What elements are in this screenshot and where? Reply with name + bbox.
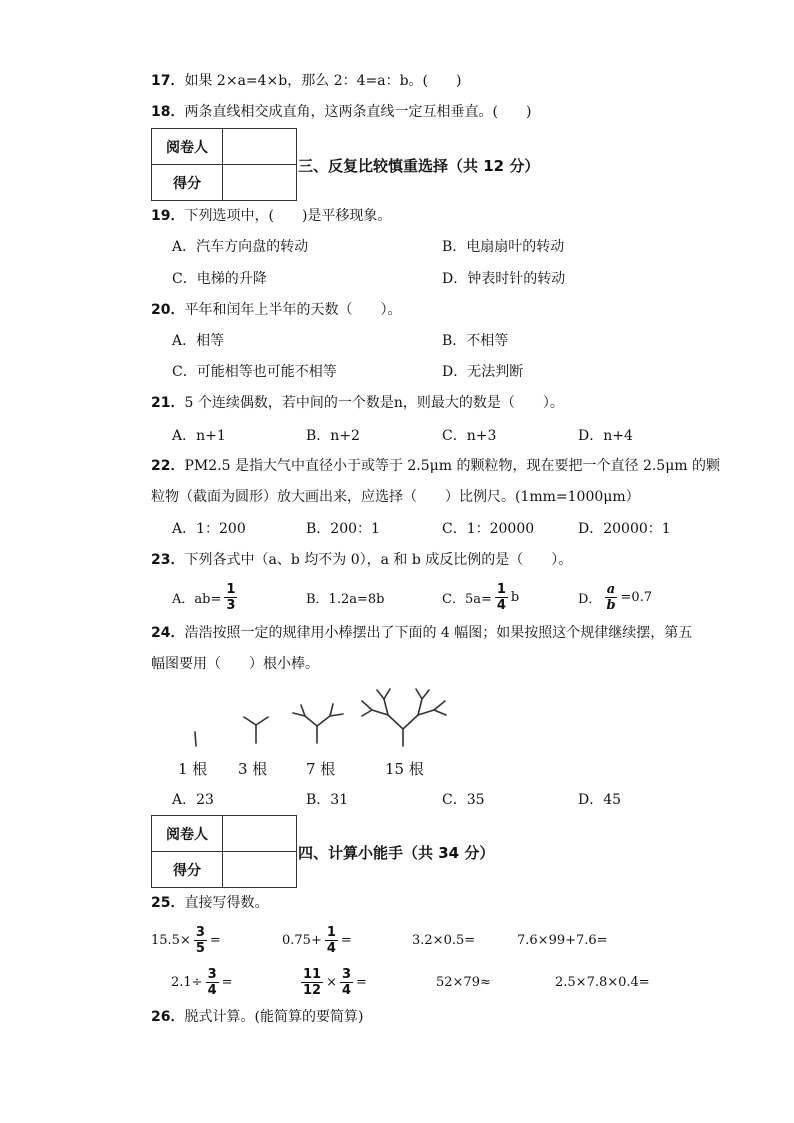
calc-suffix: =	[209, 932, 221, 948]
stick-figure-3	[244, 717, 268, 743]
question-number: 19．	[151, 208, 185, 224]
option-c-suffix: b	[510, 589, 520, 605]
calc-item	[171, 962, 233, 1002]
option-c-prefix: C．5a=	[442, 591, 492, 607]
figure-label: 1 根	[178, 760, 208, 778]
figure-label: 15 根	[385, 760, 424, 778]
fraction	[495, 582, 508, 613]
numerator: 3	[342, 966, 352, 982]
calc-item	[151, 920, 221, 960]
option-b: B．不相等	[442, 333, 509, 349]
option-b: B．31	[306, 792, 349, 808]
option-d: D．钟表时针的转动	[442, 271, 566, 287]
reviewer-cell[interactable]	[223, 129, 297, 165]
calc-prefix: 0.75+	[282, 932, 322, 948]
score-label: 得分	[152, 852, 223, 888]
score-cell[interactable]	[223, 852, 297, 888]
question-text: 下列各式中（a、b 均不为 0），a 和 b 成反比例的是（ ）。	[184, 552, 573, 568]
calc-item: 52×79≈	[436, 974, 491, 990]
question-number: 24．	[151, 625, 185, 641]
score-box	[151, 128, 297, 201]
option-c: C．n+3	[442, 428, 497, 444]
option-d: D．45	[578, 792, 622, 808]
question-22	[151, 456, 720, 476]
question-text: 下列选项中，( )是平移现象。	[184, 208, 392, 224]
option-b: B．n+2	[306, 428, 360, 444]
denominator: b	[606, 597, 616, 613]
fraction	[340, 967, 353, 998]
figure-label: 3 根	[238, 760, 268, 778]
fraction	[206, 967, 219, 998]
calc-prefix: 15.5×	[151, 932, 191, 948]
reviewer-cell[interactable]	[223, 816, 297, 852]
question-text: 平年和闰年上半年的天数（ ）。	[184, 302, 402, 318]
option-d: D．n+4	[578, 428, 633, 444]
question-19	[151, 206, 391, 226]
question-number: 22．	[151, 458, 185, 474]
denominator: 3	[226, 597, 236, 613]
question-text: 如果 2×a=4×b，那么 2：4=a：b。( )	[184, 73, 462, 89]
stick-figure-1	[195, 732, 196, 746]
question-number: 21．	[151, 395, 185, 411]
denominator: 12	[303, 982, 322, 998]
option-a: A．相等	[172, 333, 225, 349]
option-a-prefix: A．ab=	[172, 591, 222, 607]
section-title: 四、计算小能手（共 34 分）	[298, 844, 495, 862]
question-number: 25．	[151, 895, 185, 911]
calc-item	[282, 920, 352, 960]
option-a: A．汽车方向盘的转动	[172, 239, 309, 255]
numerator: 1	[496, 581, 506, 597]
numerator: 1	[326, 924, 336, 940]
question-number: 23．	[151, 552, 185, 568]
stick-figure-7	[293, 704, 343, 743]
question-text: 直接写得数。	[184, 895, 269, 911]
question-text: 5 个连续偶数，若中间的一个数是n，则最大的数是（ ）。	[184, 395, 564, 411]
question-24-line2: 幅图要用（ ）根小棒。	[151, 656, 319, 672]
fraction	[325, 925, 338, 956]
numerator: 3	[207, 966, 217, 982]
score-box	[151, 815, 297, 888]
question-text: 脱式计算。(能简算的要简算)	[184, 1009, 364, 1025]
question-number: 20．	[151, 302, 185, 318]
question-21	[151, 393, 564, 413]
question-24	[151, 623, 692, 643]
option-c: C．电梯的升降	[172, 271, 267, 287]
question-text: PM2.5 是指大气中直径小于或等于 2.5μm 的颗粒物，现在要把一个直径 2.5μm 的颗	[184, 458, 721, 474]
question-text: 两条直线相交成直角，这两条直线一定互相垂直。( )	[184, 104, 532, 120]
denominator: 4	[496, 597, 506, 613]
option-d-prefix: D．	[578, 591, 602, 607]
calc-suffix: =	[340, 932, 352, 948]
numerator: 3	[195, 924, 205, 940]
numerator: 11	[303, 966, 322, 982]
option-b: B．200：1	[306, 521, 380, 537]
option-c: C．可能相等也可能不相等	[172, 364, 337, 380]
section-title: 三、反复比较慎重选择（共 12 分）	[298, 157, 540, 175]
question-number: 26．	[151, 1009, 185, 1025]
reviewer-label: 阅卷人	[152, 129, 223, 165]
option-d: D．20000：1	[578, 521, 671, 537]
calc-item: 2.5×7.8×0.4=	[555, 974, 650, 990]
stick-figure-15	[362, 689, 446, 746]
question-18	[151, 102, 531, 122]
option-d: D．无法判断	[442, 364, 524, 380]
option-c	[442, 577, 519, 617]
figure-label: 7 根	[306, 760, 336, 778]
option-c: C．1：20000	[442, 521, 535, 537]
option-a: A．1：200	[172, 521, 246, 537]
question-22-line2: 粒物（截面为圆形）放大画出来，应选择（ ）比例尺。(1mm=1000μm）	[151, 489, 640, 505]
question-number: 18．	[151, 104, 185, 120]
numerator: a	[606, 581, 616, 597]
question-17	[151, 71, 461, 91]
option-b: B．1.2a=8b	[306, 591, 385, 607]
denominator: 4	[342, 982, 352, 998]
denominator: 4	[207, 982, 217, 998]
fraction	[604, 582, 617, 613]
option-b: B．电扇扇叶的转动	[442, 239, 565, 255]
reviewer-label: 阅卷人	[152, 816, 223, 852]
option-d-suffix: =0.7	[620, 589, 653, 605]
question-25	[151, 893, 268, 913]
denominator: 4	[326, 940, 336, 956]
calc-prefix: 2.1÷	[171, 974, 203, 990]
option-c: C．35	[442, 792, 485, 808]
option-a: A．23	[172, 792, 214, 808]
option-a	[172, 577, 240, 617]
option-d	[578, 577, 652, 617]
option-a: A．n+1	[172, 428, 226, 444]
calc-suffix: =	[356, 974, 367, 990]
score-cell[interactable]	[223, 165, 297, 201]
calc-suffix: =	[221, 974, 233, 990]
numerator: 1	[226, 581, 236, 597]
fraction	[301, 967, 323, 998]
denominator: 5	[195, 940, 205, 956]
calc-item: 3.2×0.5=	[412, 932, 476, 948]
multiply-sign: ×	[326, 974, 337, 990]
calc-item	[298, 962, 367, 1002]
question-20	[151, 300, 401, 320]
question-23	[151, 550, 572, 570]
fraction	[194, 925, 207, 956]
question-text: 浩浩按照一定的规律用小棒摆出了下面的 4 幅图；如果按照这个规律继续摆，第五	[184, 625, 693, 641]
fraction	[224, 582, 237, 613]
question-number: 17．	[151, 73, 185, 89]
question-26	[151, 1007, 363, 1027]
calc-item: 7.6×99+7.6=	[517, 932, 608, 948]
score-label: 得分	[152, 165, 223, 201]
